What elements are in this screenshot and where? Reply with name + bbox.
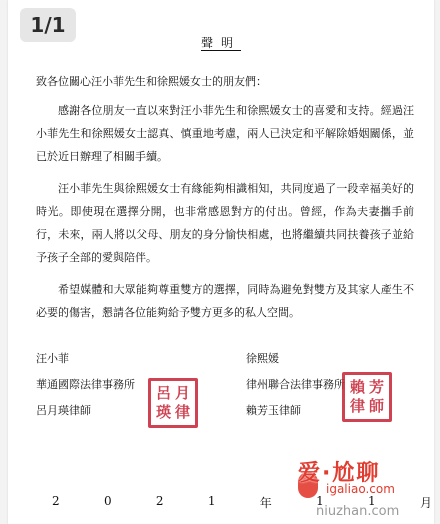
- greeting-line: 致各位關心汪小菲先生和徐熙媛女士的朋友們：: [36, 75, 267, 88]
- date-char: 1: [368, 494, 376, 508]
- date-char: 0: [103, 494, 112, 508]
- signatory-name: 徐熙媛: [246, 352, 279, 365]
- watermark-url-secondary: niuzhan.com: [316, 504, 400, 519]
- date-char: 2: [52, 494, 60, 508]
- signatory-name: 汪小菲: [36, 352, 69, 365]
- paragraph-3: 希望媒體和大眾能夠尊重雙方的選擇，同時為避免對雙方及其家人產生不必要的傷害，懇請各位能夠給予雙方更多的私人空間。: [36, 283, 414, 319]
- paragraph-1: 感謝各位朋友一直以來對汪小菲先生和徐熙媛女士的喜愛和支持。經過汪小菲先生和徐熙媛女士認真、慎重地考慮，兩人已決定和平解除婚姻關係，並已於近日辦理了相關手續。: [36, 104, 414, 163]
- date-char: 1: [316, 494, 324, 508]
- page-indicator: 1/1: [20, 8, 76, 42]
- seal-character: 師: [368, 397, 384, 415]
- seal-character: 賴: [349, 378, 365, 396]
- law-firm-name: 律州聯合法律事務所: [246, 378, 345, 391]
- signature-block-right: [246, 346, 345, 424]
- date-char: 年: [259, 496, 272, 510]
- seal-stamp-left: [148, 378, 198, 428]
- watermark-text: 爱·尬聊: [298, 461, 381, 486]
- signature-block-left: [36, 346, 135, 424]
- date-char: 1: [207, 494, 216, 508]
- seal-character: 律: [349, 397, 365, 415]
- document-page: [8, 0, 434, 524]
- paragraph-2: 汪小菲先生與徐熙媛女士有緣能夠相識相知，共同度過了一段幸福美好的時光。即使現在選擇分開，也非常感恩對方的付出。曾經，作為夫妻攜手前行，未來，兩人將以父母、朋友的身分愉快相處，也將繼續共同扶養孩子並給予孩子全部的愛與陪伴。: [36, 182, 414, 264]
- seal-character: 律: [174, 403, 190, 421]
- date-char: 2: [155, 494, 164, 508]
- statement-body: [36, 70, 414, 333]
- seal-character: 瑛: [155, 403, 171, 421]
- seal-character: 呂: [155, 384, 171, 402]
- lawyer-name: 呂月瑛律師: [36, 404, 91, 417]
- document-title: 聲明: [200, 36, 241, 50]
- law-firm-name: 華通國際法律事務所: [36, 378, 135, 391]
- seal-character: 月: [174, 384, 190, 402]
- date-char: 月: [419, 496, 432, 510]
- lawyer-name: 賴芳玉律師: [246, 404, 301, 417]
- watermark-url: igaliao.com: [326, 482, 395, 496]
- seal-stamp-right: [342, 372, 392, 422]
- seal-character: 芳: [368, 378, 384, 396]
